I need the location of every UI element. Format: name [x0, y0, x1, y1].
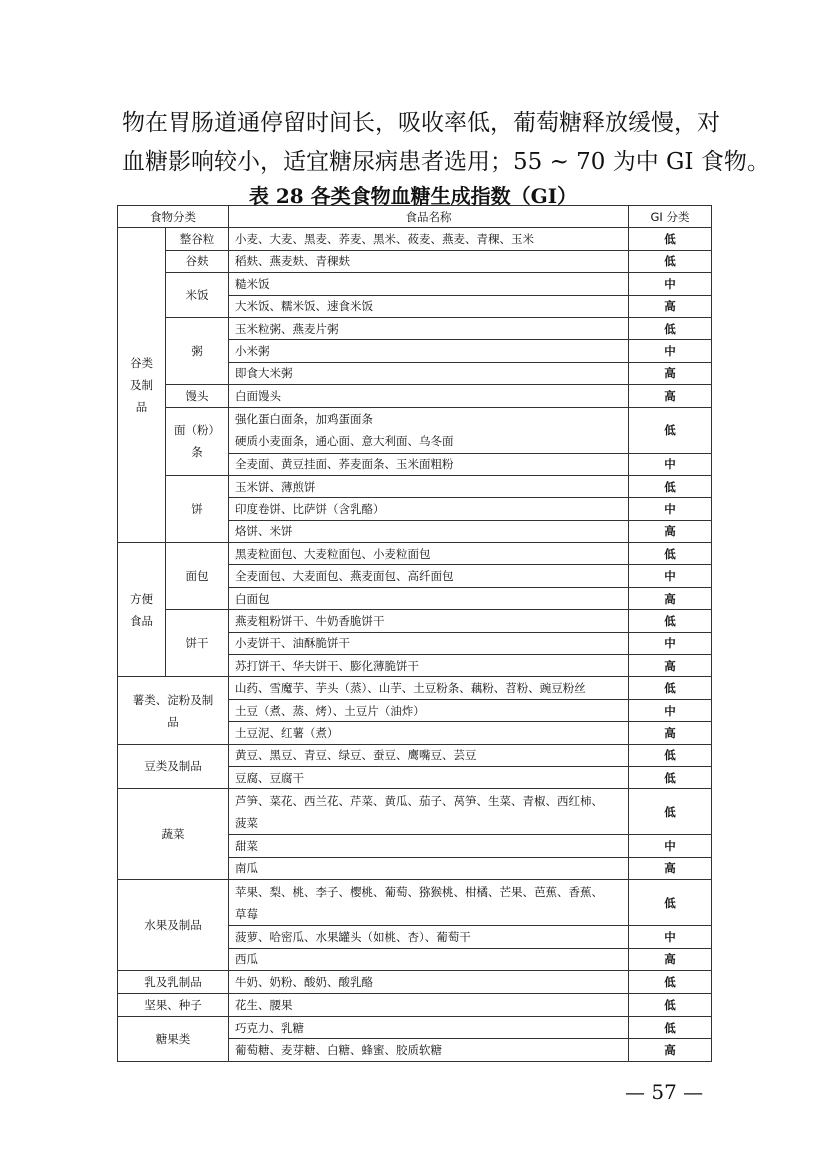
gi-class-cell: 中 [629, 632, 712, 654]
gi-class-cell: 低 [629, 993, 712, 1016]
subcategory-cell: 饼干 [166, 610, 229, 677]
gi-table [117, 205, 712, 1062]
subcategory-cell: 粥 [166, 317, 229, 384]
gi-class-cell: 高 [629, 295, 712, 317]
category-cell: 乳及乳制品 [118, 970, 229, 993]
gi-class-cell: 高 [629, 655, 712, 677]
food-name-cell: 小米粥 [229, 340, 629, 362]
table-row [118, 993, 712, 1016]
gi-class-cell: 低 [629, 228, 712, 250]
food-name-cell: 黑麦粒面包、大麦粒面包、小麦粒面包 [229, 543, 629, 565]
table-row [118, 385, 712, 407]
category-cell: 谷类 及制 品 [118, 228, 166, 543]
category-cell: 豆类及制品 [118, 744, 229, 789]
food-name-cell: 甜菜 [229, 835, 629, 857]
food-name-cell: 即食大米粥 [229, 362, 629, 384]
table-row [118, 407, 712, 453]
food-name-cell: 芦笋、菜花、西兰花、芹菜、黄瓜、茄子、莴笋、生菜、青椒、西红柿、 菠菜 [229, 789, 629, 835]
food-name-cell: 西瓜 [229, 948, 629, 970]
gi-class-cell: 低 [629, 610, 712, 632]
gi-class-cell: 低 [629, 744, 712, 766]
gi-class-cell: 低 [629, 317, 712, 339]
table-row [118, 880, 712, 926]
gi-class-cell: 高 [629, 1039, 712, 1061]
table-row [118, 677, 712, 699]
food-name-cell: 白面馒头 [229, 385, 629, 407]
table-row [118, 970, 712, 993]
food-name-cell: 黄豆、黑豆、青豆、绿豆、蚕豆、鹰嘴豆、芸豆 [229, 744, 629, 766]
food-name-cell: 烙饼、米饼 [229, 520, 629, 542]
paragraph-line-2: 血糖影响较小，适宜糖尿病患者选用；55 ~ 70 为中 GI 食物。 [122, 149, 770, 175]
table-row [118, 789, 712, 835]
gi-class-cell: 中 [629, 835, 712, 857]
food-name-cell: 全麦面包、大麦面包、燕麦面包、高纤面包 [229, 565, 629, 587]
table-row [118, 543, 712, 565]
table-row [118, 317, 712, 339]
food-name-cell: 土豆泥、红薯（煮） [229, 722, 629, 744]
gi-class-cell: 高 [629, 722, 712, 744]
category-cell: 糖果类 [118, 1016, 229, 1061]
gi-class-cell: 低 [629, 475, 712, 497]
gi-class-cell: 低 [629, 880, 712, 926]
header-category: 食物分类 [118, 206, 229, 228]
food-name-cell: 印度卷饼、比萨饼（含乳酪） [229, 498, 629, 520]
food-name-cell: 糙米饭 [229, 273, 629, 295]
gi-class-cell: 高 [629, 362, 712, 384]
gi-class-cell: 中 [629, 699, 712, 721]
subcategory-cell: 整谷粒 [166, 228, 229, 250]
food-name-cell: 山药、雪魔芋、芋头（蒸）、山芋、土豆粉条、藕粉、苕粉、豌豆粉丝 [229, 677, 629, 699]
gi-class-cell: 中 [629, 273, 712, 295]
food-name-cell: 苏打饼干、华夫饼干、膨化薄脆饼干 [229, 655, 629, 677]
gi-class-cell: 中 [629, 453, 712, 475]
gi-class-cell: 高 [629, 520, 712, 542]
food-name-cell: 菠萝、哈密瓜、水果罐头（如桃、杏）、葡萄干 [229, 926, 629, 948]
gi-class-cell: 低 [629, 1016, 712, 1038]
header-food-name: 食品名称 [229, 206, 629, 228]
page-number: — 57 — [625, 1080, 704, 1104]
food-name-cell: 豆腐、豆腐干 [229, 766, 629, 788]
subcategory-cell: 面包 [166, 543, 229, 610]
food-name-cell: 苹果、梨、桃、李子、樱桃、葡萄、猕猴桃、柑橘、芒果、芭蕉、香蕉、 草莓 [229, 880, 629, 926]
gi-class-cell: 低 [629, 766, 712, 788]
category-cell: 蔬菜 [118, 789, 229, 880]
food-name-cell: 土豆（煮、蒸、烤）、土豆片（油炸） [229, 699, 629, 721]
table-row [118, 1016, 712, 1038]
gi-class-cell: 中 [629, 565, 712, 587]
table-header-row [118, 206, 712, 228]
table-row [118, 610, 712, 632]
food-name-cell: 花生、腰果 [229, 993, 629, 1016]
table-row [118, 273, 712, 295]
header-gi-class: GI 分类 [629, 206, 712, 228]
food-name-cell: 玉米粒粥、燕麦片粥 [229, 317, 629, 339]
subcategory-cell: 谷麸 [166, 250, 229, 272]
category-cell: 薯类、淀粉及制 品 [118, 677, 229, 744]
food-name-cell: 牛奶、奶粉、酸奶、酸乳酪 [229, 970, 629, 993]
category-cell: 水果及制品 [118, 880, 229, 971]
table-row [118, 228, 712, 250]
gi-class-cell: 高 [629, 857, 712, 879]
gi-class-cell: 低 [629, 407, 712, 453]
food-name-cell: 玉米饼、薄煎饼 [229, 475, 629, 497]
food-name-cell: 葡萄糖、麦芽糖、白糖、蜂蜜、胶质软糖 [229, 1039, 629, 1061]
food-name-cell: 燕麦粗粉饼干、牛奶香脆饼干 [229, 610, 629, 632]
food-name-cell: 强化蛋白面条，加鸡蛋面条 硬质小麦面条，通心面、意大利面、乌冬面 [229, 407, 629, 453]
subcategory-cell: 馒头 [166, 385, 229, 407]
subcategory-cell: 米饭 [166, 273, 229, 318]
category-cell: 方便 食品 [118, 543, 166, 677]
gi-class-cell: 低 [629, 677, 712, 699]
food-name-cell: 小麦、大麦、黑麦、荞麦、黑米、莜麦、燕麦、青稞、玉米 [229, 228, 629, 250]
subcategory-cell: 饼 [166, 475, 229, 542]
food-name-cell: 小麦饼干、油酥脆饼干 [229, 632, 629, 654]
category-cell: 坚果、种子 [118, 993, 229, 1016]
gi-class-cell: 低 [629, 970, 712, 993]
food-name-cell: 南瓜 [229, 857, 629, 879]
gi-class-cell: 低 [629, 543, 712, 565]
food-name-cell: 稻麸、燕麦麸、青稞麸 [229, 250, 629, 272]
gi-class-cell: 高 [629, 385, 712, 407]
gi-class-cell: 高 [629, 587, 712, 609]
gi-class-cell: 中 [629, 498, 712, 520]
table-row [118, 250, 712, 272]
gi-class-cell: 低 [629, 250, 712, 272]
food-name-cell: 巧克力、乳糖 [229, 1016, 629, 1038]
gi-class-cell: 高 [629, 948, 712, 970]
food-name-cell: 大米饭、糯米饭、速食米饭 [229, 295, 629, 317]
gi-class-cell: 中 [629, 926, 712, 948]
food-name-cell: 全麦面、黄豆挂面、荞麦面条、玉米面粗粉 [229, 453, 629, 475]
paragraph-line-1: 物在胃肠道通停留时间长，吸收率低，葡萄糖释放缓慢，对 [122, 110, 720, 136]
table-title: 表 28 各类食物血糖生成指数（GI） [248, 184, 578, 208]
food-name-cell: 白面包 [229, 587, 629, 609]
table-row [118, 744, 712, 766]
subcategory-cell: 面（粉） 条 [166, 407, 229, 475]
gi-class-cell: 低 [629, 789, 712, 835]
gi-class-cell: 中 [629, 340, 712, 362]
table-row [118, 475, 712, 497]
